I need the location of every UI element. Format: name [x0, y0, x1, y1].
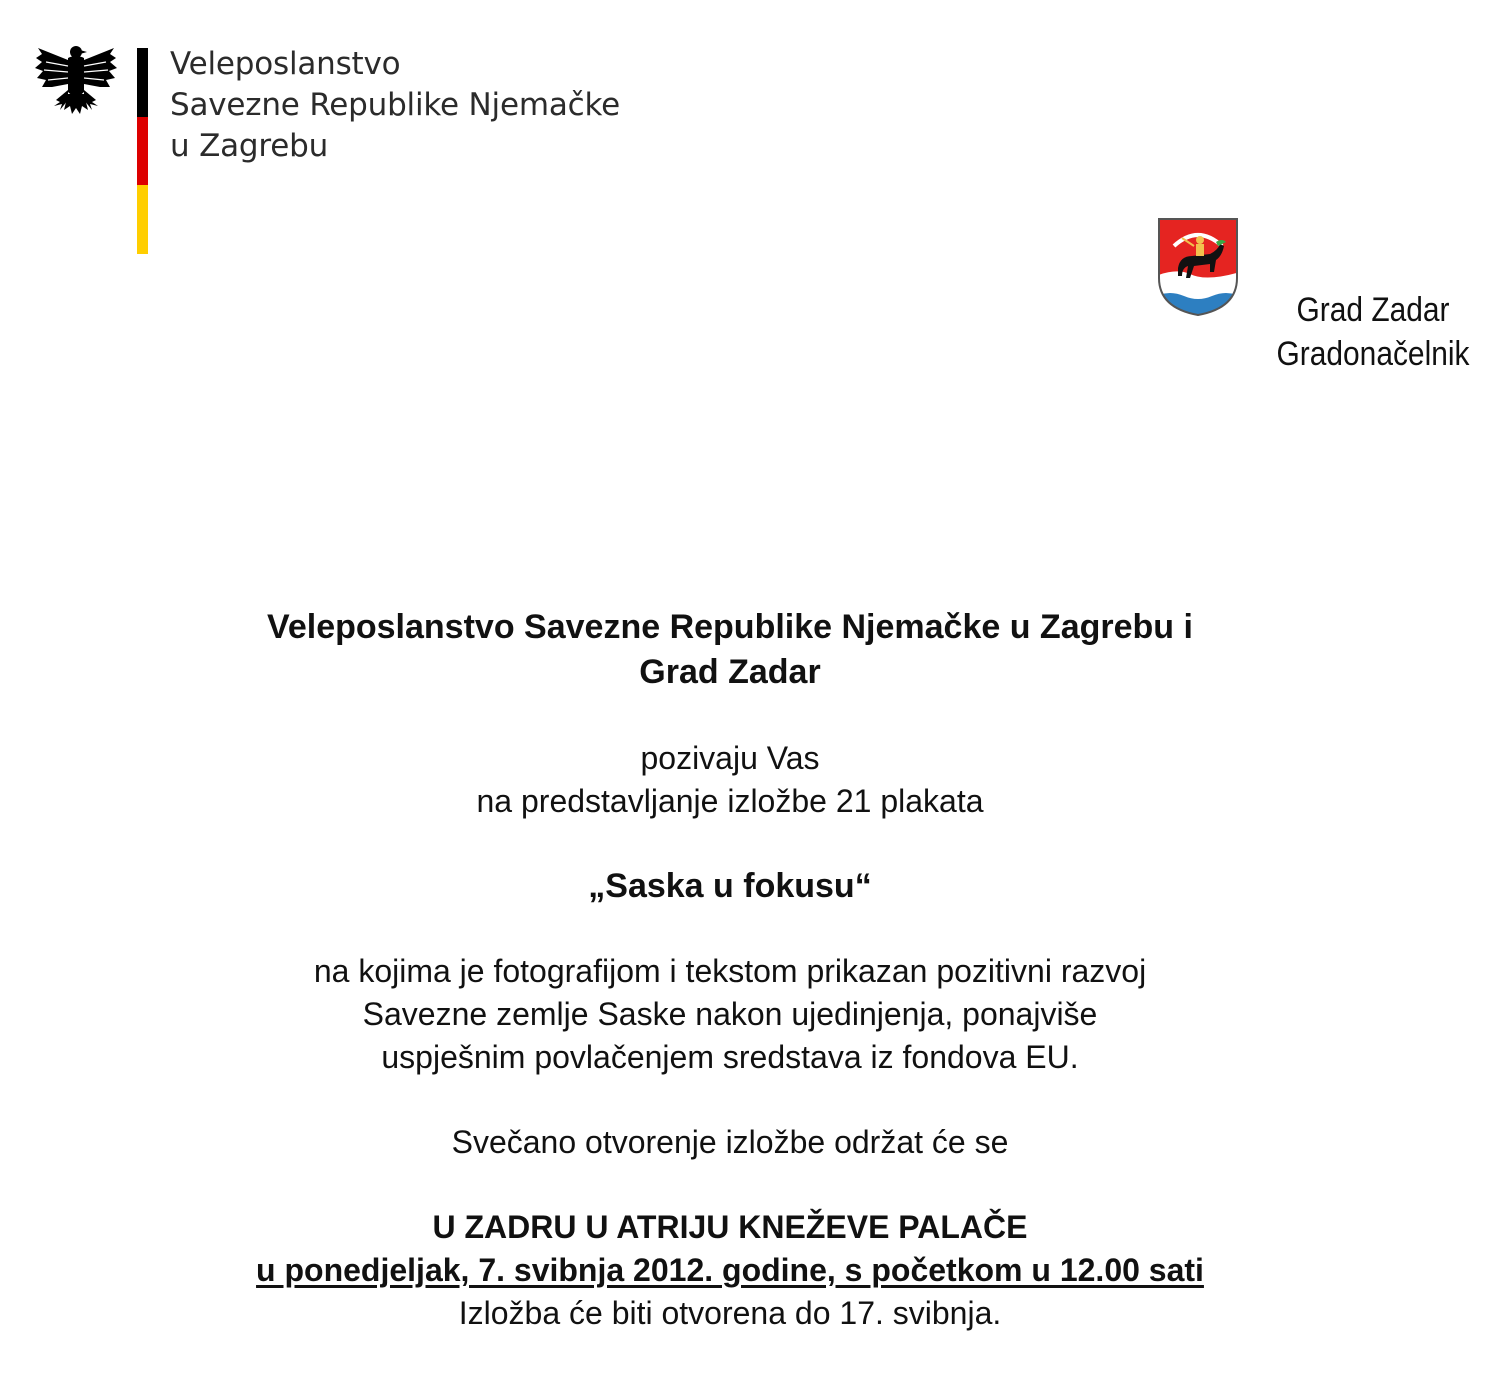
- zadar-coat-of-arms-icon: [1156, 216, 1240, 318]
- exhibition-title: „Saska u fokusu“: [588, 867, 872, 905]
- federal-eagle-icon: [34, 40, 118, 122]
- embassy-name-line1: Veleposlanstvo: [170, 46, 401, 82]
- embassy-name-line3: u Zagrebu: [170, 128, 329, 164]
- description-line1: na kojima je fotografijom i tekstom prikazan pozitivni razvoj: [313, 953, 1147, 989]
- invitation-body: [0, 605, 1460, 1335]
- embassy-logo: [34, 40, 654, 260]
- embassy-name: [170, 44, 620, 167]
- invite-line2: na predstavljanje izložbe 21 plakata: [476, 783, 984, 819]
- mayor-label: Gradonačelnik: [1276, 335, 1470, 373]
- city-label: [1275, 288, 1470, 376]
- city-name: Grad Zadar: [1296, 291, 1450, 329]
- description-line3: uspješnim povlačenjem sredstava iz fondova EU.: [381, 1039, 1079, 1075]
- invite-line1: pozivaju Vas: [640, 740, 820, 776]
- hosts-line2: Grad Zadar: [639, 653, 821, 691]
- embassy-name-line2: Savezne Republike Njemačke: [170, 87, 620, 123]
- closing-line: Izložba će biti otvorena do 17. svibnja.: [458, 1295, 1002, 1331]
- description-line2: Savezne zemlje Saske nakon ujedinjenja, ponajviše: [362, 996, 1098, 1032]
- date-line: u ponedjeljak, 7. svibnja 2012. godine, s početkom u 12.00 sati: [256, 1252, 1204, 1288]
- hosts-line1: Veleposlanstvo Savezne Republike Njemačke u Zagrebu i: [267, 608, 1193, 646]
- german-flag-bar: [137, 48, 148, 254]
- flag-stripe-gold: [137, 185, 148, 254]
- opening-line: Svečano otvorenje izložbe održat će se: [451, 1124, 1009, 1160]
- location-line: U ZADRU U ATRIJU KNEŽEVE PALAČE: [432, 1209, 1028, 1245]
- flag-stripe-black: [137, 48, 148, 117]
- flag-stripe-red: [137, 117, 148, 186]
